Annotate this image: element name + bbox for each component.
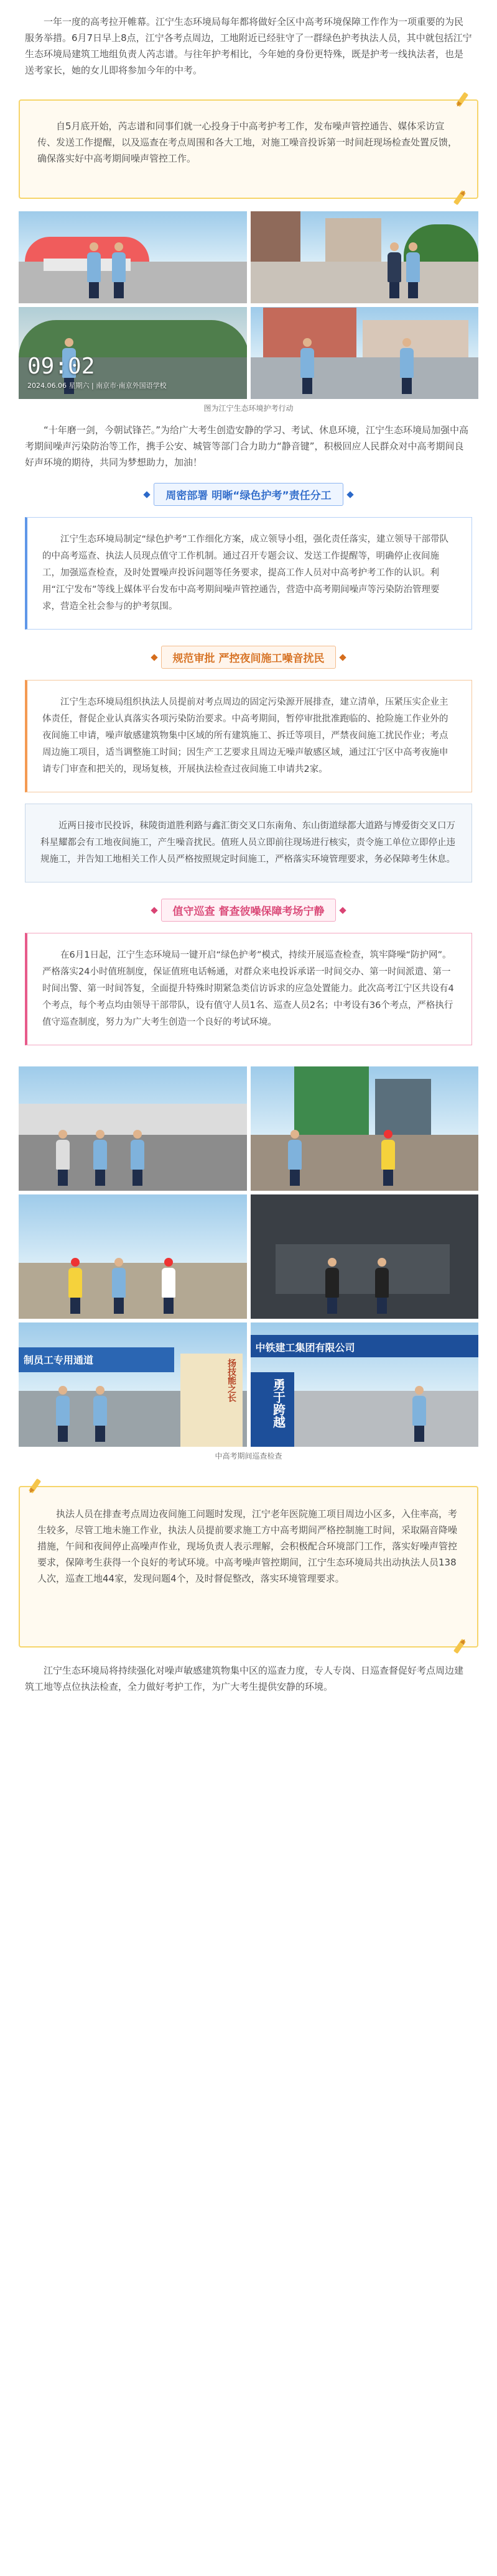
inspection-photo-grid bbox=[19, 1066, 478, 1447]
summary-paragraph: “十年磨一剑，今朝试锋芒。”为给广大考生创造安静的学习、考试、休息环境，江宁生态环境局加强中高考期间噪声污染防治等工作，携手公安、城管等部门合力助力“静音键”，积极回应人民群众对中高考期间良好声环境的期待，共同为梦想助力，加油！ bbox=[25, 424, 469, 468]
section-title-approval: 规范审批 严控夜间施工噪音扰民 bbox=[0, 646, 497, 669]
section-body-deployment: 江宁生态环境局制定“绿色护考”工作细化方案，成立领导小组，强化责任落实，建立领导干部带队的中高考巡查、执法人员现点值守工作机制。通过召开专题会议、发送工作提醒等，明确停止夜间施工，加强巡查检查，及时处置噪声投诉问题等任务要求，提高工作人员对中高考护考工作的认识。利用“江宁发布”等线上媒体平台发布中高考期间噪声管控通告，营造中高考期间噪声等污染防治管理要求，营造全社会参与的护考氛围。 bbox=[25, 517, 472, 630]
photo-meta: 2024.06.06 星期六 | 南京市·南京外国语学校 bbox=[27, 382, 167, 390]
preparation-text: 自5月底开始，芮志谱和同事们就一心投身于中高考护考工作，发布噪声管控通告、媒体采访宣传、发送工作提醒，以及巡查在考点周围和各大工地，对施工噪音投诉第一时间赶现场检查处置反馈，确保落实好中高考期间噪声管控工作。 bbox=[37, 121, 458, 164]
pencil-icon bbox=[26, 1477, 44, 1495]
outro-paragraph: 执法人员在排查考点周边夜间施工问题时发现，江宁老年医院施工项目周边小区多，入住率高，考生较多，尽管工地未施工作业，执法人员提前要求施工方中高考期间严格控制施工时间，采取隔音降噪措施，午间和夜间停止高噪声作业，现场负责人表示理解，会积极配合环境部门工作，落实好噪声管控要求，保障考生获得一个良好的考试环境。中高考噪声管控期间，江宁生态环境局共出动执法人员138人次，巡查工地44家，发现问题4个，及时督促整改，落实环境管理要求。 bbox=[37, 1508, 458, 1584]
section-title-patrol: 值守巡查 督查彼噪保障考场宁静 bbox=[0, 899, 497, 922]
photo-school-gate bbox=[19, 211, 247, 303]
photo-school-building bbox=[251, 307, 479, 399]
complaint-note: 近两日接市民投诉，秣陵街道胜利路与鑫汇街交叉口东南角、东山街道绿都大道路与博爱街交叉口万科星耀都会有工地夜间施工，产生噪音扰民。值班人员立即前往现场进行核实，责令施工单位立即停止违规施工，并告知工地相关工作人员严格按照规定时间施工，严格落实环境管理要求，务必保障考生休息。 bbox=[25, 804, 472, 882]
company-sign: 中铁建工集团有限公司 bbox=[251, 1335, 479, 1357]
inspection-caption: 中高考期间巡查检查 bbox=[215, 1452, 282, 1460]
photo-company-sign bbox=[251, 1322, 479, 1447]
section-body-approval: 江宁生态环境局组织执法人员提前对考点周边的固定污染源开展排查，建立清单，压紧压实企业主体责任，督促企业认真落实各项污染防治要求。中高考期间，暂停审批批准跑临的、抢险施工作业外的夜间施工申请，噪声敏感建筑物集中区域的所有建筑施工、拆迁等项目，严禁夜间施工扰民作业；考点周边施工项目，适当调整施工时间；因生产工艺要求且周边无噪声敏感区域，通过江宁区中高考夜施申请专门审查和把关的，现场复核，开展执法检查过夜间施工申请共2家。 bbox=[25, 680, 472, 792]
photo-site-entrance bbox=[19, 1322, 247, 1447]
photo-officers-talk bbox=[19, 1066, 247, 1191]
pencil-icon bbox=[451, 189, 468, 206]
pencil-icon bbox=[453, 91, 471, 108]
photo-workers-vests bbox=[19, 1194, 247, 1319]
pencil-icon bbox=[451, 1638, 468, 1655]
photo-timestamp bbox=[27, 354, 167, 390]
photo-construction-site bbox=[251, 1066, 479, 1191]
photo-timestamped bbox=[19, 307, 247, 399]
section-title-deployment: 周密部署 明晰“绿色护考”责任分工 bbox=[0, 483, 497, 506]
photo-night-inspection bbox=[251, 1194, 479, 1319]
intro-paragraph: 一年一度的高考拉开帷幕。江宁生态环境局每年都将做好全区中高考环境保障工作作为一项重要的为民服务举措。6月7日早上8点，江宁各考点周边，工地附近已经驻守了一群绿色护考执法人员，其中就包括江宁生态环境局建筑工地组负责人芮志谱。与往年护考相比，今年她的身份更特殊，既是护考一线执法者，也是送考家长，她的女儿即将参加今年的中考。 bbox=[25, 16, 472, 76]
patrol-photo-grid bbox=[19, 211, 478, 399]
section-body-patrol: 在6月1日起，江宁生态环境局一键开启“绿色护考”模式，持续开展巡查检查，筑牢降噪“防护网”。严格落实24小时值班制度，保证值班电话畅通，对群众来电投诉承诺一时间交办、第一时间派遣、第一时间出警、第一时间答复，全面提升特殊时期紧急类信访诉求的应急处置能力。此次高考江宁区共设有4个考点，每个考点均由领导干部带队，设有值守人员1名、巡查人员2名；中考设有36个考点，严格执行值守巡查制度，努力为广大考生创造一个良好的考试环境。 bbox=[25, 933, 472, 1045]
banner-sign: 扬技能之长 bbox=[180, 1354, 243, 1447]
photo-street-patrol bbox=[251, 211, 479, 303]
photo-caption: 图为江宁生态环境护考行动 bbox=[203, 404, 294, 413]
photo-time: 09:02 bbox=[27, 354, 95, 379]
outro-note bbox=[19, 1486, 478, 1648]
preparation-note bbox=[19, 99, 478, 199]
entrance-sign: 制员工专用通道 bbox=[19, 1347, 174, 1372]
closing-paragraph: 江宁生态环境局将持续强化对噪声敏感建筑物集中区的巡查力度，专人专岗、日巡查督促好考点周边建筑工地等点位执法检查，全力做好考护工作，为广大考生提供安静的环境。 bbox=[25, 1665, 464, 1692]
slogan-sign: 勇于跨越 bbox=[251, 1372, 294, 1447]
